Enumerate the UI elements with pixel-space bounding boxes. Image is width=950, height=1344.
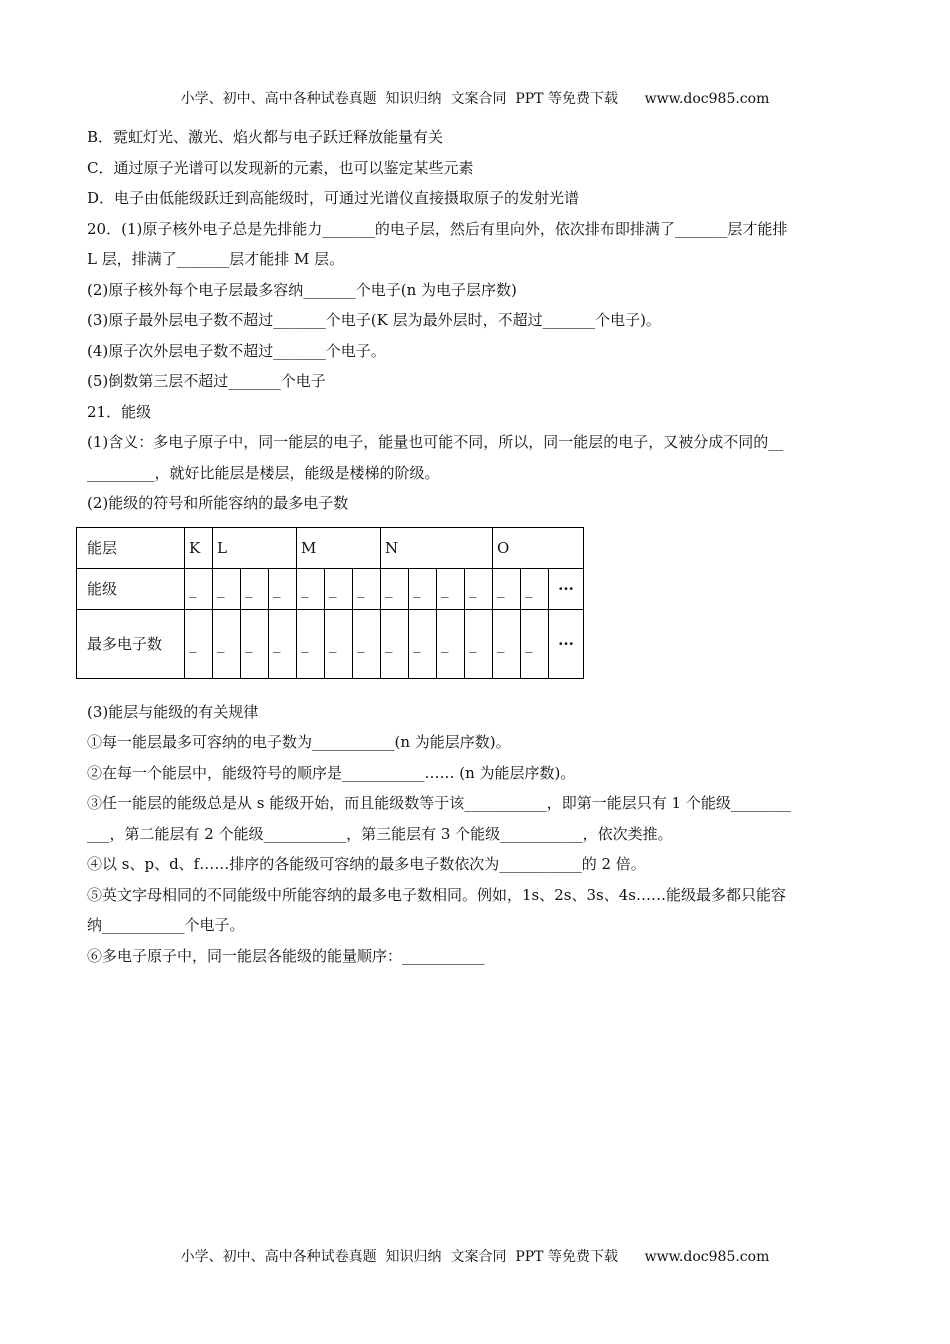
- row-label-sublevel: 能级: [77, 568, 185, 609]
- shell-n: N: [381, 527, 493, 568]
- rule-4: ④以 s、p、d、f……排序的各能级可容纳的最多电子数依次为___________的 2 倍。: [87, 855, 646, 873]
- rule-1: ①每一能层最多可容纳的电子数为___________(n 为能层序数)。: [87, 733, 511, 751]
- shell-m: M: [297, 527, 381, 568]
- blank-cell: _: [297, 609, 325, 678]
- q20-part3: (3)原子最外层电子数不超过_______个电子(K 层为最外层时，不超过_______个电子)。: [87, 311, 661, 329]
- blank-cell: _: [381, 609, 409, 678]
- rule-3-line2: ___，第二能层有 2 个能级___________，第三能层有 3 个能级___________，依次类推。: [87, 824, 673, 843]
- page-footer: 小学、初中、高中各种试卷真题 知识归纳 文案合同 PPT 等免费下载 www.doc985.com: [180, 1249, 770, 1265]
- ellipsis-cell: ···: [549, 609, 584, 678]
- blank-cell: _: [269, 568, 297, 609]
- option-c: C．通过原子光谱可以发现新的元素，也可以鉴定某些元素: [87, 158, 474, 177]
- q21-title: 21．能级: [87, 402, 152, 421]
- q20-part2: (2)原子核外每个电子层最多容纳_______个电子(n 为电子层序数): [87, 280, 517, 299]
- option-d: D．电子由低能级跃迁到高能级时，可通过光谱仪直接摄取原子的发射光谱: [87, 189, 580, 207]
- q20-part4: (4)原子次外层电子数不超过_______个电子。: [87, 341, 386, 360]
- blank-cell: _: [353, 568, 381, 609]
- ellipsis-cell: ···: [549, 568, 584, 609]
- q20-part1-line1: 20．(1)原子核外电子总是先排能力_______的电子层，然后有里向外，依次排布即排满了_______层才能排: [87, 219, 788, 238]
- blank-cell: _: [353, 609, 381, 678]
- rule-2: ②在每一个能层中，能级符号的顺序是___________…… (n 为能层序数)。: [87, 763, 576, 782]
- table-row-sublevels: [77, 568, 584, 609]
- blank-cell: _: [185, 568, 213, 609]
- blank-cell: _: [325, 609, 353, 678]
- rule-6: ⑥多电子原子中，同一能层各能级的能量顺序：___________: [87, 946, 485, 965]
- blank-cell: _: [409, 609, 437, 678]
- page-header: 小学、初中、高中各种试卷真题 知识归纳 文案合同 PPT 等免费下载 www.doc985.com: [180, 91, 770, 107]
- q20-part5: (5)倒数第三层不超过_______个电子: [87, 372, 326, 390]
- q20-part1-line2: L 层，排满了_______层才能排 M 层。: [87, 250, 345, 268]
- blank-cell: _: [437, 568, 465, 609]
- shell-o: O: [493, 527, 584, 568]
- q21-part1-line1: (1)含义：多电子原子中，同一能层的电子，能量也可能不同，所以，同一能层的电子，又被分成不同的__: [87, 433, 784, 451]
- blank-cell: _: [241, 609, 269, 678]
- blank-cell: _: [241, 568, 269, 609]
- option-b: B．霓虹灯光、激光、焰火都与电子跃迁释放能量有关: [87, 128, 444, 146]
- blank-cell: _: [297, 568, 325, 609]
- q21-part3-title: (3)能层与能级的有关规律: [87, 702, 259, 721]
- q21-part1-line2: _________，就好比能层是楼层，能级是楼梯的阶级。: [87, 463, 440, 482]
- shell-l: L: [213, 527, 297, 568]
- blank-cell: _: [521, 609, 549, 678]
- shell-k: K: [185, 527, 213, 568]
- energy-level-table: [76, 527, 584, 679]
- blank-cell: _: [437, 609, 465, 678]
- rule-5-line2: 纳___________个电子。: [87, 916, 245, 934]
- blank-cell: _: [325, 568, 353, 609]
- blank-cell: _: [493, 568, 521, 609]
- document-body: [87, 122, 863, 971]
- rule-5-line1: ⑤英文字母相同的不同能级中所能容纳的最多电子数相同。例如，1s、2s、3s、4s……能级最多都只能容: [87, 885, 786, 904]
- table-row-shells: [77, 527, 584, 568]
- blank-cell: _: [185, 609, 213, 678]
- row-label-max-electrons: 最多电子数: [77, 609, 185, 678]
- blank-cell: _: [269, 609, 297, 678]
- row-label-shell: 能层: [77, 527, 185, 568]
- blank-cell: _: [521, 568, 549, 609]
- blank-cell: _: [465, 568, 493, 609]
- blank-cell: _: [213, 609, 241, 678]
- table-row-max-electrons: [77, 609, 584, 678]
- rule-3-line1: ③任一能层的能级总是从 s 能级开始，而且能级数等于该___________，即第一能层只有 1 个能级________: [87, 794, 791, 812]
- q21-part2-title: (2)能级的符号和所能容纳的最多电子数: [87, 494, 349, 512]
- blank-cell: _: [381, 568, 409, 609]
- blank-cell: _: [493, 609, 521, 678]
- blank-cell: _: [213, 568, 241, 609]
- blank-cell: _: [465, 609, 493, 678]
- blank-cell: _: [409, 568, 437, 609]
